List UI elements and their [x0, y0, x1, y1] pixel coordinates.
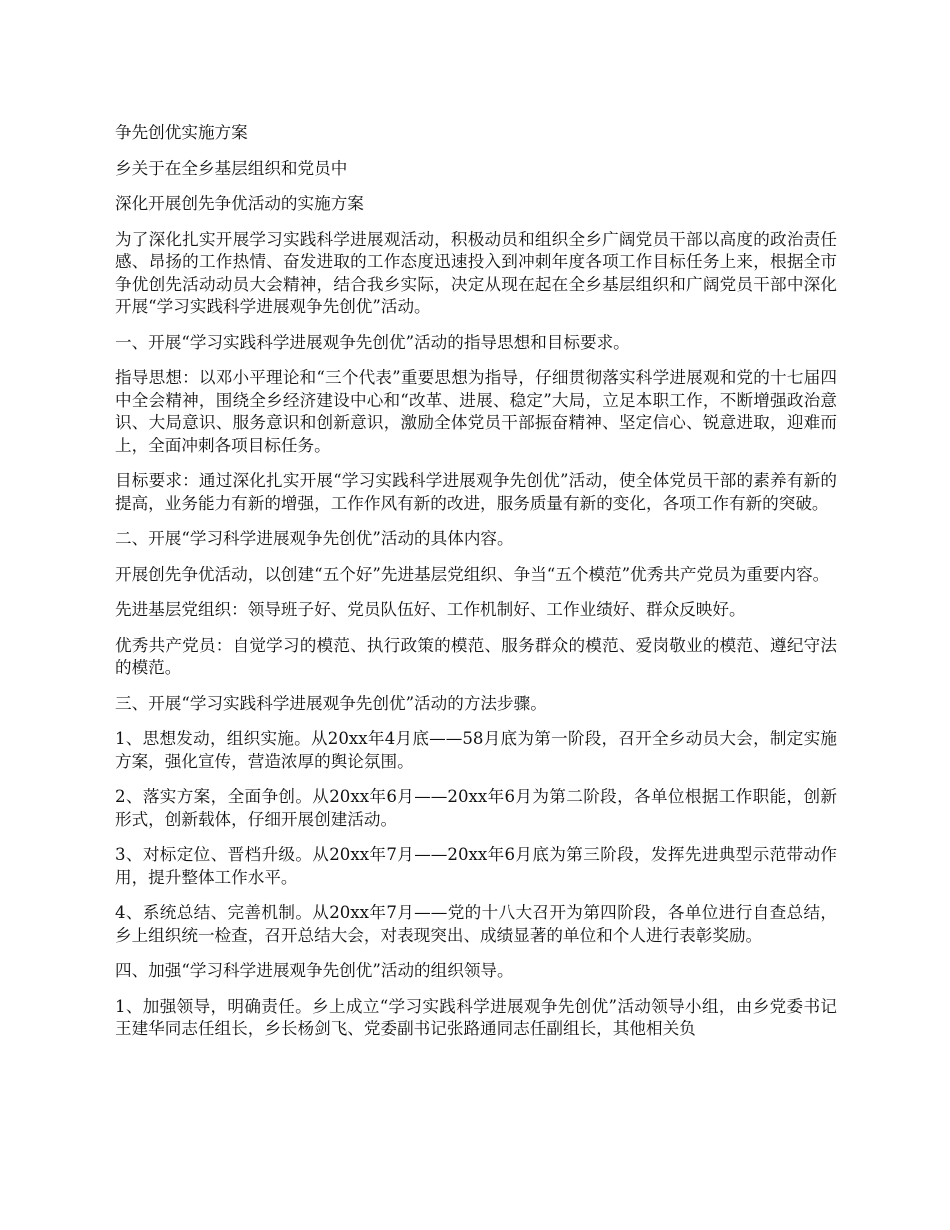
step-2-paragraph: 2、落实方案，全面争创。从20xx年6月——20xx年6月为第二阶段，各单位根据工作职能，创新形式，创新载体，仔细开展创建活动。: [115, 787, 837, 829]
step-3-paragraph: 3、对标定位、晋档升级。从20xx年7月——20xx年6月底为第三阶段，发挥先进典型示范带动作用，提升整体工作水平。: [115, 845, 837, 887]
leadership-paragraph: 1、加强领导，明确责任。乡上成立“学习实践科学进展观争先创优”活动领导小组，由乡党委书记王建华同志任组长，乡长杨剑飞、党委副书记张路通同志任副组长，其他相关负: [115, 996, 837, 1038]
section-heading-1: 一、开展“学习实践科学进展观争先创优”活动的指导思想和目标要求。: [115, 332, 630, 352]
document-title: 争先创优实施方案: [115, 123, 248, 142]
excellent-member-paragraph: 优秀共产党员：自觉学习的模范、执行政策的模范、服务群众的模范、爱岗敬业的模范、遵纪守法的模范。: [115, 635, 837, 677]
content-paragraph: 开展创先争优活动，以创建“五个好”先进基层党组织、争当“五个模范”优秀共产党员为重要内容。: [115, 564, 830, 584]
guiding-ideology-paragraph: 指导思想：以邓小平理论和“三个代表”重要思想为指导，仔细贯彻落实科学进展观和党的十七届四中全会精神，围绕全乡经济建设中心和“改革、进展、稳定”大局，立足本职工作，不断增强政治意识、大局意识、服务意识和创新意识，激励全体党员干部振奋精神、坚定信心、锐意进取，迎难而上，全面冲刺各项目标任务。: [115, 368, 837, 455]
step-1-paragraph: 1、思想发动，组织实施。从20xx年4月底——58月底为第一阶段，召开全乡动员大会，制定实施方案，强化宣传，营造浓厚的舆论氛围。: [115, 729, 837, 771]
document-subtitle-line-1: 乡关于在全乡基层组织和党员中: [115, 158, 348, 178]
goal-requirements-paragraph: 目标要求：通过深化扎实开展“学习实践科学进展观争先创优”活动，使全体党员干部的素养有新的提高，业务能力有新的增强，工作作风有新的改进，服务质量有新的变化，各项工作有新的突破。: [115, 471, 837, 513]
document-page: [115, 122, 837, 1054]
intro-paragraph: 为了深化扎实开展学习实践科学进展观活动，积极动员和组织全乡广阔党员干部以高度的政治责任感、昂扬的工作热情、奋发进取的工作态度迅速投入到冲刺年度各项工作目标任务上来，根据全市争优创先活动动员大会精神，结合我乡实际，决定从现在起在全乡基层组织和广阔党员干部中深化开展“学习实践科学进展观争先创优”活动。: [115, 229, 837, 316]
section-heading-4: 四、加强“学习科学进展观争先创优”活动的组织领导。: [115, 961, 514, 980]
section-heading-2: 二、开展“学习科学进展观争先创优”活动的具体内容。: [115, 529, 514, 548]
document-subtitle-line-2: 深化开展创先争优活动的实施方案: [115, 194, 364, 213]
advanced-organization-paragraph: 先进基层党组织：领导班子好、党员队伍好、工作机制好、工作业绩好、群众反映好。: [115, 600, 746, 619]
step-4-paragraph: 4、系统总结、完善机制。从20xx年7月——党的十八大召开为第四阶段，各单位进行自查总结，乡上组织统一检查，召开总结大会，对表现突出、成绩显著的单位和个人进行表彰奖励。: [115, 903, 837, 945]
section-heading-3: 三、开展“学习实践科学进展观争先创优”活动的方法步骤。: [115, 693, 547, 713]
